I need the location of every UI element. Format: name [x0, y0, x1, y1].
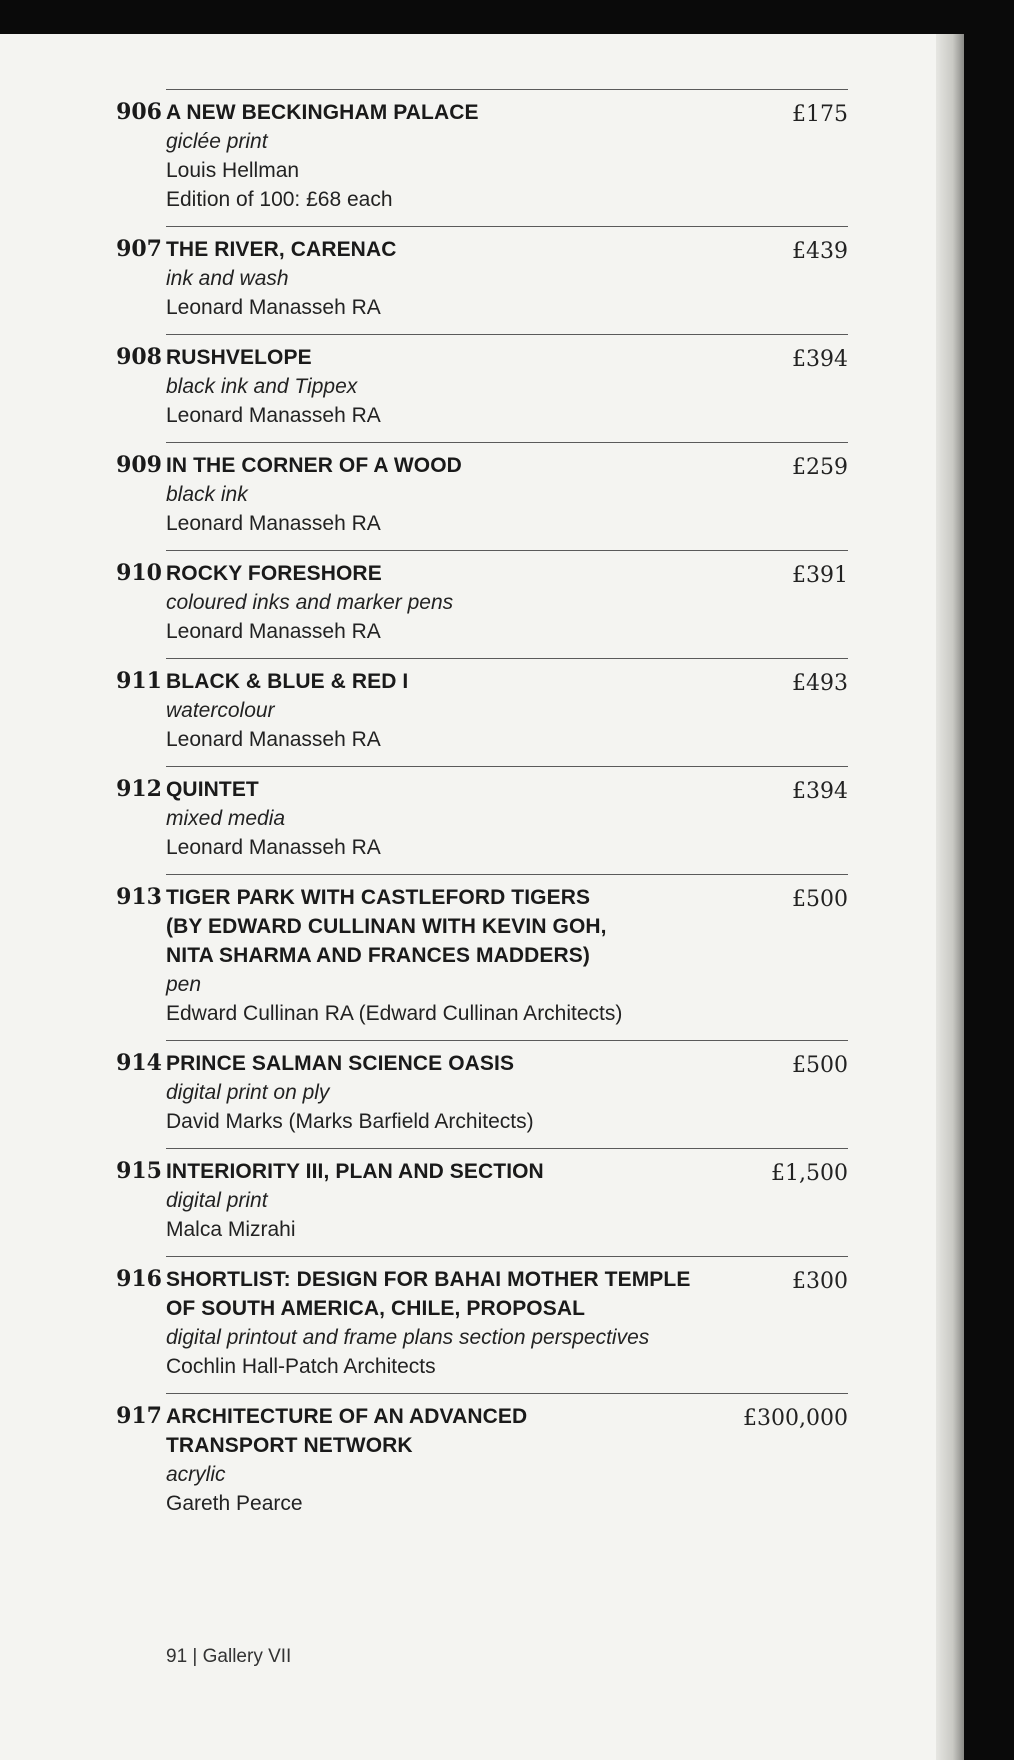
entry-number: 915 [116, 1158, 162, 1184]
entry-artist: Leonard Manasseh RA [166, 728, 381, 751]
entry-price: £259 [792, 455, 848, 480]
section-name: Gallery VII [202, 1646, 292, 1667]
entry-title-line: RUSHVELOPE [166, 346, 312, 369]
entry-title-line: INTERIORITY III, PLAN AND SECTION [166, 1160, 544, 1183]
catalogue-entries-list [0, 89, 952, 1530]
entry-price: £493 [792, 671, 848, 696]
catalogue-entry [116, 658, 848, 766]
entry-medium: watercolour [166, 699, 275, 722]
entry-price: £439 [792, 239, 848, 264]
catalogue-entry [116, 89, 848, 226]
entry-artist: Leonard Manasseh RA [166, 512, 381, 535]
entry-number: 910 [116, 560, 162, 586]
entry-medium: acrylic [166, 1463, 226, 1486]
entry-title [166, 1265, 726, 1323]
entry-medium: digital print [166, 1189, 268, 1212]
footer-separator: | [192, 1646, 198, 1667]
entry-title-line: THE RIVER, CARENAC [166, 238, 397, 261]
entry-artist: Leonard Manasseh RA [166, 836, 381, 859]
entry-number: 909 [116, 452, 162, 478]
catalogue-entry [116, 550, 848, 658]
entry-number: 917 [116, 1403, 162, 1429]
entry-title-line: NITA SHARMA AND FRANCES MADDERS) [166, 944, 590, 967]
entry-artist: Malca Mizrahi [166, 1218, 296, 1241]
entry-price: £394 [792, 779, 848, 804]
entry-edition-note: Edition of 100: £68 each [166, 188, 393, 211]
catalogue-page [0, 34, 952, 1760]
entry-price: £1,500 [771, 1161, 848, 1186]
entry-number: 916 [116, 1266, 162, 1292]
entry-title [166, 883, 726, 970]
entry-price: £394 [792, 347, 848, 372]
catalogue-entry [116, 874, 848, 1040]
entry-title [166, 559, 726, 588]
entry-medium: black ink and Tippex [166, 375, 358, 398]
catalogue-entry [116, 1148, 848, 1256]
entry-medium: coloured inks and marker pens [166, 591, 454, 614]
entry-title-line: TRANSPORT NETWORK [166, 1434, 413, 1457]
entry-title-line: ARCHITECTURE OF AN ADVANCED [166, 1405, 528, 1428]
catalogue-entry [116, 766, 848, 874]
entry-number: 914 [116, 1050, 162, 1076]
entry-artist: David Marks (Marks Barfield Architects) [166, 1110, 534, 1133]
entry-price: £300,000 [743, 1406, 848, 1431]
entry-medium: black ink [166, 483, 248, 506]
entry-title [166, 1049, 726, 1078]
catalogue-entry [116, 1040, 848, 1148]
entry-price: £500 [792, 1053, 848, 1078]
entry-title [166, 235, 726, 264]
entry-title-line: SHORTLIST: DESIGN FOR BAHAI MOTHER TEMPLE [166, 1268, 691, 1291]
entry-artist: Cochlin Hall-Patch Architects [166, 1355, 436, 1378]
entry-price: £500 [792, 887, 848, 912]
page-edge-shadow [936, 34, 964, 1760]
entry-title-line: IN THE CORNER OF A WOOD [166, 454, 462, 477]
entry-number: 908 [116, 344, 162, 370]
entry-medium: giclée print [166, 130, 268, 153]
entry-title [166, 667, 726, 696]
entry-title-line: OF SOUTH AMERICA, CHILE, PROPOSAL [166, 1297, 586, 1320]
catalogue-entry [116, 442, 848, 550]
catalogue-entry [116, 226, 848, 334]
page-footer [166, 1646, 291, 1668]
entry-medium: ink and wash [166, 267, 289, 290]
entry-title [166, 1157, 726, 1186]
entry-number: 912 [116, 776, 162, 802]
entry-medium: digital print on ply [166, 1081, 330, 1104]
entry-number: 906 [116, 99, 162, 125]
entry-title-line: A NEW BECKINGHAM PALACE [166, 101, 479, 124]
entry-price: £175 [792, 102, 848, 127]
entry-price: £300 [792, 1269, 848, 1294]
entry-title-line: PRINCE SALMAN SCIENCE OASIS [166, 1052, 515, 1075]
entry-artist: Leonard Manasseh RA [166, 296, 381, 319]
entry-title-line: BLACK & BLUE & RED I [166, 670, 409, 693]
entry-title-line: QUINTET [166, 778, 259, 801]
entry-artist: Edward Cullinan RA (Edward Cullinan Architects) [166, 1002, 623, 1025]
entry-medium: mixed media [166, 807, 286, 830]
entry-title [166, 343, 726, 372]
entry-artist: Leonard Manasseh RA [166, 620, 381, 643]
entry-medium: pen [166, 973, 202, 996]
entry-number: 907 [116, 236, 162, 262]
catalogue-entry [116, 1256, 848, 1393]
entry-title-line: (BY EDWARD CULLINAN WITH KEVIN GOH, [166, 915, 607, 938]
entry-artist: Louis Hellman [166, 159, 300, 182]
page-number: 91 [166, 1646, 188, 1667]
entry-title [166, 775, 726, 804]
entry-title [166, 451, 726, 480]
entry-medium: digital printout and frame plans section perspectives [166, 1326, 650, 1349]
entry-artist: Leonard Manasseh RA [166, 404, 381, 427]
entry-artist: Gareth Pearce [166, 1492, 303, 1515]
entry-title-line: ROCKY FORESHORE [166, 562, 382, 585]
entry-title [166, 1402, 726, 1460]
entry-number: 911 [116, 668, 162, 694]
entry-title-line: TIGER PARK WITH CASTLEFORD TIGERS [166, 886, 591, 909]
entry-number: 913 [116, 884, 162, 910]
entry-title [166, 98, 726, 127]
catalogue-entry [116, 1393, 848, 1530]
catalogue-entry [116, 334, 848, 442]
entry-price: £391 [792, 563, 848, 588]
